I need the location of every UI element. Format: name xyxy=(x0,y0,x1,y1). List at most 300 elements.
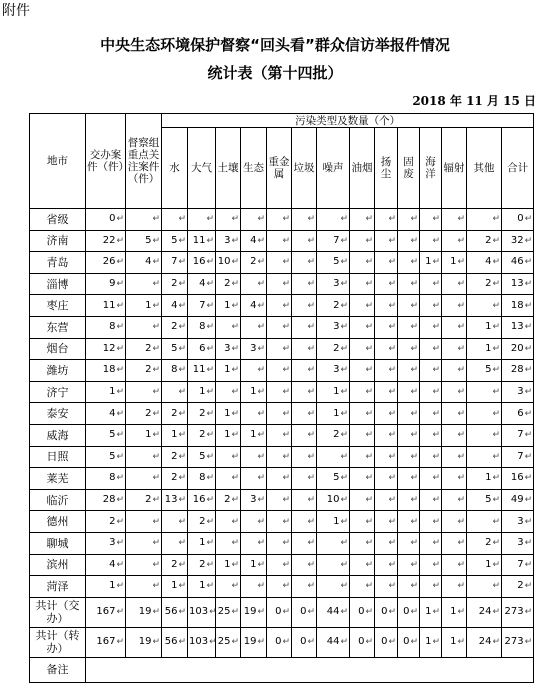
paragraph-mark-icon: ↵ xyxy=(457,607,465,618)
value-cell xyxy=(350,424,375,446)
value-cell xyxy=(375,230,398,252)
value-cell xyxy=(375,252,398,274)
paragraph-mark-icon: ↵ xyxy=(116,322,124,333)
paragraph-mark-icon: ↵ xyxy=(524,607,533,618)
value-cell xyxy=(467,230,502,252)
cell-value: 19 xyxy=(243,606,257,618)
value-cell xyxy=(398,381,420,403)
paragraph-mark-icon: ↵ xyxy=(388,235,396,246)
value-cell xyxy=(216,252,241,274)
value-cell xyxy=(216,554,241,576)
value-cell xyxy=(267,295,292,317)
cell-value: 2 xyxy=(199,429,206,441)
value-cell xyxy=(241,511,267,533)
value-cell xyxy=(86,424,126,446)
value-cell xyxy=(442,273,467,295)
paragraph-mark-icon: ↵ xyxy=(206,279,214,290)
paragraph-mark-icon: ↵ xyxy=(524,235,533,246)
cell-value: 1 xyxy=(145,429,152,441)
cell-value: 3 xyxy=(333,321,340,333)
paragraph-mark-icon: ↵ xyxy=(231,607,239,618)
paragraph-mark-icon: ↵ xyxy=(492,365,500,376)
value-cell xyxy=(126,597,162,627)
value-cell xyxy=(267,273,292,295)
value-cell xyxy=(216,230,241,252)
cell-value: 3 xyxy=(250,342,257,354)
paragraph-mark-icon: ↵ xyxy=(524,322,533,333)
value-cell xyxy=(126,554,162,576)
paragraph-mark-icon: ↵ xyxy=(432,387,440,398)
value-cell xyxy=(398,230,420,252)
value-cell xyxy=(162,446,188,468)
value-cell xyxy=(442,295,467,317)
value-cell xyxy=(350,576,375,598)
value-cell xyxy=(162,403,188,425)
value-cell xyxy=(502,338,534,360)
paragraph-mark-icon: ↵ xyxy=(410,607,418,618)
paragraph-mark-icon: ↵ xyxy=(410,300,418,311)
cell-value: 2 xyxy=(171,558,178,570)
value-cell xyxy=(467,209,502,231)
value-cell xyxy=(292,230,317,252)
value-cell xyxy=(216,468,241,490)
cell-value: 4 xyxy=(485,256,492,268)
value-cell xyxy=(162,273,188,295)
value-cell xyxy=(442,468,467,490)
city-cell: 潍坊 xyxy=(30,360,86,382)
paragraph-mark-icon: ↵ xyxy=(365,322,373,333)
value-cell xyxy=(317,446,350,468)
paragraph-mark-icon: ↵ xyxy=(524,495,533,506)
paragraph-mark-icon: ↵ xyxy=(365,300,373,311)
value-cell xyxy=(126,627,162,657)
cell-value: 1 xyxy=(109,580,116,592)
paragraph-mark-icon: ↵ xyxy=(388,559,396,570)
cell-value: 16 xyxy=(192,494,206,506)
paragraph-mark-icon: ↵ xyxy=(257,235,265,246)
paragraph-mark-icon: ↵ xyxy=(231,257,239,268)
cell-value: 8 xyxy=(171,364,178,376)
cell-value: 11 xyxy=(102,299,116,311)
table-row xyxy=(30,446,534,468)
paragraph-mark-icon: ↵ xyxy=(410,322,418,333)
value-cell xyxy=(162,424,188,446)
city-cell: 枣庄 xyxy=(30,295,86,317)
value-cell xyxy=(188,316,216,338)
cell-value: 13 xyxy=(510,278,524,290)
paragraph-mark-icon: ↵ xyxy=(410,538,418,549)
cell-value: 0 xyxy=(300,636,307,648)
value-cell xyxy=(398,597,420,627)
value-cell xyxy=(126,511,162,533)
paragraph-mark-icon: ↵ xyxy=(524,637,533,648)
table-row xyxy=(30,403,534,425)
paragraph-mark-icon: ↵ xyxy=(231,581,239,592)
value-cell xyxy=(126,273,162,295)
paragraph-mark-icon: ↵ xyxy=(432,279,440,290)
paragraph-mark-icon: ↵ xyxy=(231,495,239,506)
value-cell xyxy=(267,403,292,425)
cell-value: 1 xyxy=(145,299,152,311)
paragraph-mark-icon: ↵ xyxy=(457,300,465,311)
cell-value: 1 xyxy=(450,606,457,618)
paragraph-mark-icon: ↵ xyxy=(152,322,160,333)
cell-value: 56 xyxy=(164,636,178,648)
cell-value: 0 xyxy=(517,213,524,225)
cell-value: 13 xyxy=(164,494,178,506)
header-type: 大气 xyxy=(188,128,216,209)
city-cell: 共计（转办） xyxy=(30,627,86,657)
value-cell xyxy=(86,511,126,533)
value-cell xyxy=(467,489,502,511)
value-cell xyxy=(375,576,398,598)
header-type: 其他 xyxy=(467,128,502,209)
paragraph-mark-icon: ↵ xyxy=(410,451,418,462)
value-cell xyxy=(86,230,126,252)
value-cell xyxy=(241,532,267,554)
paragraph-mark-icon: ↵ xyxy=(178,495,186,506)
paragraph-mark-icon: ↵ xyxy=(457,473,465,484)
value-cell xyxy=(292,468,317,490)
paragraph-mark-icon: ↵ xyxy=(365,473,373,484)
paragraph-mark-icon: ↵ xyxy=(365,214,373,225)
value-cell xyxy=(126,468,162,490)
value-cell xyxy=(398,273,420,295)
value-cell xyxy=(267,360,292,382)
paragraph-mark-icon: ↵ xyxy=(178,430,186,441)
city-cell: 济宁 xyxy=(30,381,86,403)
value-cell xyxy=(162,316,188,338)
cell-value: 1 xyxy=(224,558,231,570)
value-cell xyxy=(502,468,534,490)
value-cell xyxy=(467,403,502,425)
value-cell xyxy=(216,338,241,360)
value-cell xyxy=(241,360,267,382)
value-cell xyxy=(502,576,534,598)
paragraph-mark-icon: ↵ xyxy=(524,300,533,311)
value-cell xyxy=(216,424,241,446)
value-cell xyxy=(86,489,126,511)
value-cell xyxy=(467,316,502,338)
value-cell xyxy=(420,338,442,360)
header-pollution-types: 污染类型及数量（个） xyxy=(162,114,534,128)
cell-value: 0 xyxy=(403,606,410,618)
value-cell xyxy=(162,360,188,382)
paragraph-mark-icon: ↵ xyxy=(365,365,373,376)
value-cell xyxy=(188,446,216,468)
cell-value: 2 xyxy=(224,278,231,290)
value-cell xyxy=(398,252,420,274)
paragraph-mark-icon: ↵ xyxy=(340,637,348,648)
value-cell xyxy=(216,489,241,511)
paragraph-mark-icon: ↵ xyxy=(492,516,500,527)
value-cell xyxy=(420,424,442,446)
paragraph-mark-icon: ↵ xyxy=(307,451,315,462)
cell-value: 1 xyxy=(171,429,178,441)
header-type: 合计 xyxy=(502,128,534,209)
value-cell xyxy=(420,576,442,598)
paragraph-mark-icon: ↵ xyxy=(457,214,465,225)
paragraph-mark-icon: ↵ xyxy=(178,408,186,419)
value-cell xyxy=(241,338,267,360)
value-cell xyxy=(241,597,267,627)
value-cell xyxy=(375,468,398,490)
paragraph-mark-icon: ↵ xyxy=(307,538,315,549)
value-cell xyxy=(126,252,162,274)
value-cell xyxy=(375,489,398,511)
cell-value: 18 xyxy=(102,364,116,376)
paragraph-mark-icon: ↵ xyxy=(282,300,290,311)
value-cell xyxy=(86,338,126,360)
value-cell xyxy=(350,597,375,627)
paragraph-mark-icon: ↵ xyxy=(282,473,290,484)
value-cell xyxy=(317,209,350,231)
cell-value: 2 xyxy=(517,580,524,592)
cell-value: 9 xyxy=(109,278,116,290)
paragraph-mark-icon: ↵ xyxy=(206,451,214,462)
value-cell xyxy=(86,627,126,657)
value-cell xyxy=(267,627,292,657)
paragraph-mark-icon: ↵ xyxy=(365,538,373,549)
value-cell xyxy=(188,532,216,554)
value-cell xyxy=(241,403,267,425)
cell-value: 24 xyxy=(478,636,492,648)
paragraph-mark-icon: ↵ xyxy=(524,365,533,376)
value-cell xyxy=(267,424,292,446)
value-cell xyxy=(162,576,188,598)
paragraph-mark-icon: ↵ xyxy=(152,300,160,311)
cell-value: 19 xyxy=(138,606,152,618)
value-cell xyxy=(442,381,467,403)
paragraph-mark-icon: ↵ xyxy=(282,279,290,290)
cell-value: 24 xyxy=(478,606,492,618)
paragraph-mark-icon: ↵ xyxy=(257,607,265,618)
cell-value: 6 xyxy=(517,407,524,419)
value-cell xyxy=(241,209,267,231)
paragraph-mark-icon: ↵ xyxy=(231,214,239,225)
cell-value: 7 xyxy=(171,256,178,268)
paragraph-mark-icon: ↵ xyxy=(231,538,239,549)
cell-value: 4 xyxy=(109,558,116,570)
paragraph-mark-icon: ↵ xyxy=(410,516,418,527)
value-cell xyxy=(162,230,188,252)
paragraph-mark-icon: ↵ xyxy=(257,559,265,570)
cell-value: 5 xyxy=(333,472,340,484)
paragraph-mark-icon: ↵ xyxy=(257,408,265,419)
cell-value: 25 xyxy=(217,606,231,618)
value-cell xyxy=(502,532,534,554)
paragraph-mark-icon: ↵ xyxy=(116,538,124,549)
value-cell xyxy=(398,360,420,382)
value-cell xyxy=(502,381,534,403)
paragraph-mark-icon: ↵ xyxy=(307,343,315,354)
paragraph-mark-icon: ↵ xyxy=(116,451,124,462)
value-cell xyxy=(267,230,292,252)
cell-value: 3 xyxy=(517,515,524,527)
value-cell xyxy=(317,360,350,382)
value-cell xyxy=(398,209,420,231)
value-cell xyxy=(317,316,350,338)
value-cell xyxy=(241,554,267,576)
cell-value: 13 xyxy=(510,321,524,333)
cell-value: 46 xyxy=(510,256,524,268)
table-row xyxy=(30,295,534,317)
paragraph-mark-icon: ↵ xyxy=(257,365,265,376)
paragraph-mark-icon: ↵ xyxy=(282,495,290,506)
paragraph-mark-icon: ↵ xyxy=(340,257,348,268)
paragraph-mark-icon: ↵ xyxy=(524,214,533,225)
cell-value: 7 xyxy=(517,450,524,462)
paragraph-mark-icon: ↵ xyxy=(152,607,160,618)
paragraph-mark-icon: ↵ xyxy=(432,559,440,570)
paragraph-mark-icon: ↵ xyxy=(282,516,290,527)
value-cell xyxy=(188,230,216,252)
table-row xyxy=(30,230,534,252)
value-cell xyxy=(350,511,375,533)
cell-value: 5 xyxy=(199,450,206,462)
value-cell xyxy=(398,576,420,598)
paragraph-mark-icon: ↵ xyxy=(282,257,290,268)
cell-value: 3 xyxy=(517,537,524,549)
value-cell xyxy=(292,403,317,425)
value-cell xyxy=(267,576,292,598)
paragraph-mark-icon: ↵ xyxy=(178,451,186,462)
value-cell xyxy=(467,273,502,295)
value-cell xyxy=(467,446,502,468)
value-cell xyxy=(442,230,467,252)
paragraph-mark-icon: ↵ xyxy=(116,408,124,419)
paragraph-mark-icon: ↵ xyxy=(524,538,533,549)
paragraph-mark-icon: ↵ xyxy=(524,473,533,484)
value-cell xyxy=(420,403,442,425)
paragraph-mark-icon: ↵ xyxy=(457,559,465,570)
value-cell xyxy=(267,532,292,554)
header-type: 生态 xyxy=(241,128,267,209)
value-cell xyxy=(292,532,317,554)
paragraph-mark-icon: ↵ xyxy=(231,430,239,441)
value-cell xyxy=(162,489,188,511)
paragraph-mark-icon: ↵ xyxy=(257,473,265,484)
paragraph-mark-icon: ↵ xyxy=(340,581,348,592)
value-cell xyxy=(86,273,126,295)
cell-value: 5 xyxy=(485,364,492,376)
value-cell xyxy=(442,403,467,425)
paragraph-mark-icon: ↵ xyxy=(524,581,533,592)
value-cell xyxy=(398,446,420,468)
paragraph-mark-icon: ↵ xyxy=(282,408,290,419)
value-cell xyxy=(86,209,126,231)
value-cell xyxy=(126,576,162,598)
paragraph-mark-icon: ↵ xyxy=(257,538,265,549)
paragraph-mark-icon: ↵ xyxy=(492,322,500,333)
value-cell xyxy=(292,381,317,403)
paragraph-mark-icon: ↵ xyxy=(206,516,214,527)
value-cell xyxy=(502,360,534,382)
paragraph-mark-icon: ↵ xyxy=(206,300,214,311)
cell-value: 4 xyxy=(171,299,178,311)
cell-value: 49 xyxy=(510,494,524,506)
paragraph-mark-icon: ↵ xyxy=(116,387,124,398)
value-cell xyxy=(442,597,467,627)
value-cell xyxy=(420,597,442,627)
document-title: 中央生态环境保护督察“回头看”群众信访举报件情况 xyxy=(100,36,450,54)
paragraph-mark-icon: ↵ xyxy=(432,343,440,354)
table-row xyxy=(30,360,534,382)
value-cell xyxy=(420,230,442,252)
paragraph-mark-icon: ↵ xyxy=(231,235,239,246)
header-type: 水 xyxy=(162,128,188,209)
cell-value: 4 xyxy=(199,278,206,290)
paragraph-mark-icon: ↵ xyxy=(206,581,214,592)
value-cell xyxy=(86,576,126,598)
value-cell xyxy=(502,316,534,338)
value-cell xyxy=(241,446,267,468)
value-cell xyxy=(420,252,442,274)
cell-value: 2 xyxy=(333,342,340,354)
cell-value: 1 xyxy=(224,407,231,419)
paragraph-mark-icon: ↵ xyxy=(492,408,500,419)
cell-value: 1 xyxy=(425,606,432,618)
paragraph-mark-icon: ↵ xyxy=(492,343,500,354)
cell-value: 1 xyxy=(450,256,457,268)
paragraph-mark-icon: ↵ xyxy=(257,637,265,648)
city-cell: 聊城 xyxy=(30,532,86,554)
value-cell xyxy=(162,627,188,657)
value-cell xyxy=(375,360,398,382)
paragraph-mark-icon: ↵ xyxy=(307,387,315,398)
paragraph-mark-icon: ↵ xyxy=(307,581,315,592)
paragraph-mark-icon: ↵ xyxy=(282,451,290,462)
header-type: 噪声 xyxy=(317,128,350,209)
value-cell xyxy=(317,511,350,533)
value-cell xyxy=(442,446,467,468)
note-label: 备注 xyxy=(30,657,86,682)
cell-value: 2 xyxy=(171,407,178,419)
paragraph-mark-icon: ↵ xyxy=(152,279,160,290)
cell-value: 3 xyxy=(224,234,231,246)
paragraph-mark-icon: ↵ xyxy=(388,581,396,592)
paragraph-mark-icon: ↵ xyxy=(365,607,373,618)
paragraph-mark-icon: ↵ xyxy=(206,322,214,333)
paragraph-mark-icon: ↵ xyxy=(524,408,533,419)
cell-value: 167 xyxy=(96,636,116,648)
paragraph-mark-icon: ↵ xyxy=(231,365,239,376)
paragraph-mark-icon: ↵ xyxy=(432,365,440,376)
value-cell xyxy=(350,532,375,554)
table-row xyxy=(30,532,534,554)
value-cell xyxy=(188,273,216,295)
value-cell xyxy=(126,360,162,382)
paragraph-mark-icon: ↵ xyxy=(432,235,440,246)
paragraph-mark-icon: ↵ xyxy=(282,559,290,570)
paragraph-mark-icon: ↵ xyxy=(457,451,465,462)
value-cell xyxy=(502,511,534,533)
city-cell: 莱芜 xyxy=(30,468,86,490)
paragraph-mark-icon: ↵ xyxy=(492,559,500,570)
paragraph-mark-icon: ↵ xyxy=(206,257,214,268)
value-cell xyxy=(442,360,467,382)
cell-value: 3 xyxy=(224,342,231,354)
value-cell xyxy=(317,403,350,425)
paragraph-mark-icon: ↵ xyxy=(340,279,348,290)
paragraph-mark-icon: ↵ xyxy=(524,343,533,354)
value-cell xyxy=(420,295,442,317)
value-cell xyxy=(442,316,467,338)
value-cell xyxy=(502,627,534,657)
paragraph-mark-icon: ↵ xyxy=(209,607,217,618)
header-type: 固废 xyxy=(398,128,420,209)
paragraph-mark-icon: ↵ xyxy=(257,279,265,290)
